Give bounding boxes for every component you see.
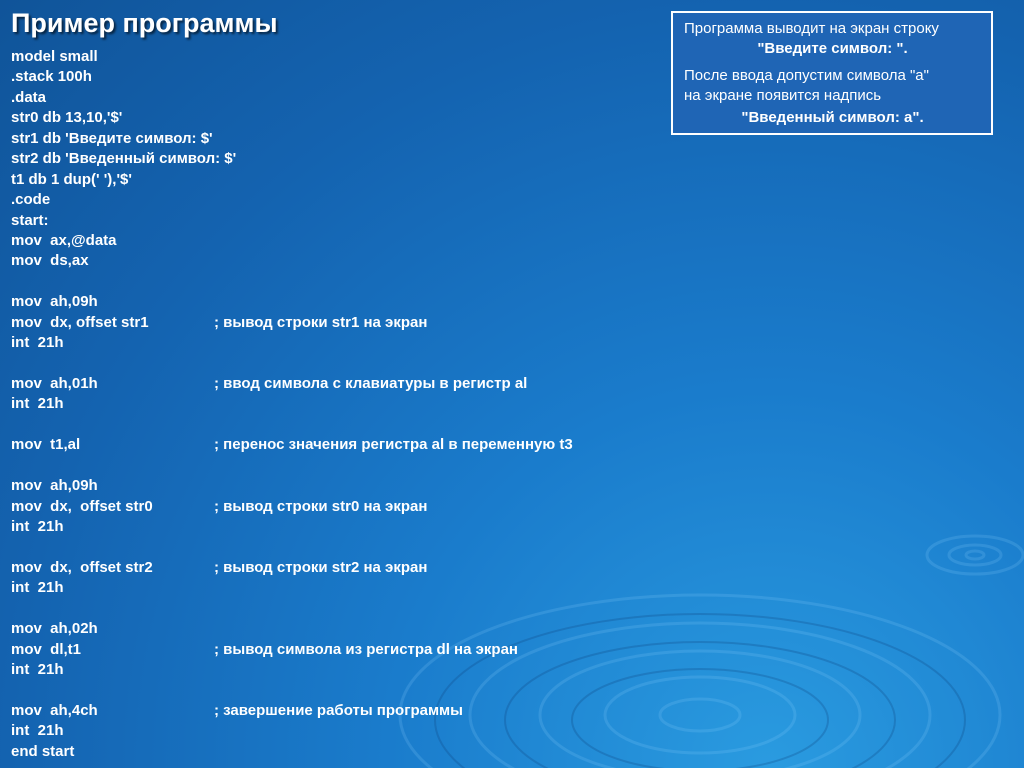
code-instruction: mov ah,4ch [11,702,98,719]
code-instruction: .stack 100h [11,68,92,86]
code-line [11,619,671,639]
code-line [11,599,671,619]
code-instruction: mov ah,09h [11,477,98,495]
code-line [11,538,671,558]
code-instruction: mov t1,al [11,436,81,454]
code-line [11,67,671,87]
code-line [11,129,671,149]
code-instruction: mov ah,02h [11,620,98,638]
info-line-1: Программа выводит на экран строку [684,20,939,37]
code-line [11,251,671,271]
code-line [11,578,671,598]
code-instruction: end start [11,742,75,760]
code-line [11,517,671,537]
code-line [11,721,671,741]
code-instruction: .code [11,191,51,209]
code-line [11,640,671,660]
code-line [11,701,671,721]
code-instruction: mov ah,09h [11,293,98,311]
code-line [11,88,671,108]
code-line [11,170,671,190]
code-line [11,742,671,762]
info-line-5: "Введенный символ: а". [741,109,924,126]
code-line [11,108,671,128]
code-instruction: t1 db 1 dup(' '),'$' [11,170,132,188]
code-instruction: mov ax,@data [11,231,117,249]
code-listing [11,47,671,762]
code-instruction: mov dx, offset str0 [11,497,153,515]
code-comment: ; завершение работы программы [214,702,463,719]
code-line [11,497,671,517]
code-line [11,231,671,251]
code-instruction: mov dl,t1 [11,640,82,658]
code-line [11,456,671,476]
code-comment: ; вывод строки str0 на экран [214,497,428,515]
code-instruction: mov dx, offset str2 [11,558,153,576]
code-instruction: str2 db 'Введенный символ: $' [11,150,237,168]
code-instruction: int 21h [11,722,64,740]
code-comment: ; перенос значения регистра al в переменную t3 [214,436,573,454]
code-instruction: str1 db 'Введите символ: $' [11,129,213,147]
code-comment: ; вывод строки str1 на экран [214,313,428,331]
code-instruction: str0 db 13,10,'$' [11,109,123,127]
code-instruction: int 21h [11,518,64,536]
code-instruction: mov dx, offset str1 [11,313,149,331]
code-line [11,558,671,578]
code-instruction: .data [11,88,47,106]
code-instruction: start: [11,211,49,229]
code-line [11,333,671,353]
code-line [11,660,671,680]
info-box [671,11,993,135]
code-line [11,681,671,701]
code-instruction: int 21h [11,579,64,597]
code-line [11,272,671,292]
code-instruction: model small [11,48,98,65]
code-line [11,394,671,414]
code-line [11,435,671,455]
code-line [11,190,671,210]
code-line [11,415,671,435]
code-instruction: mov ah,01h [11,375,98,392]
code-line [11,292,671,312]
code-line [11,374,671,394]
code-line [11,47,671,67]
code-line [11,313,671,333]
code-line [11,149,671,169]
code-comment: ; вывод символа из регистра dl на экран [214,640,518,658]
code-comment: ; вывод строки str2 на экран [214,558,428,576]
info-line-3: После ввода допустим символа "а" [684,67,929,84]
code-instruction: mov ds,ax [11,252,89,270]
code-instruction: int 21h [11,395,64,413]
code-line [11,476,671,496]
code-line [11,354,671,374]
info-line-2: "Введите символ: ". [757,40,908,57]
info-line-4: на экране появится надпись [684,87,882,104]
code-comment: ; ввод символа с клавиатуры в регистр al [214,375,528,392]
slide-title: Пример программы [11,8,278,38]
code-instruction: int 21h [11,334,64,352]
code-line [11,211,671,231]
code-instruction: int 21h [11,661,64,679]
